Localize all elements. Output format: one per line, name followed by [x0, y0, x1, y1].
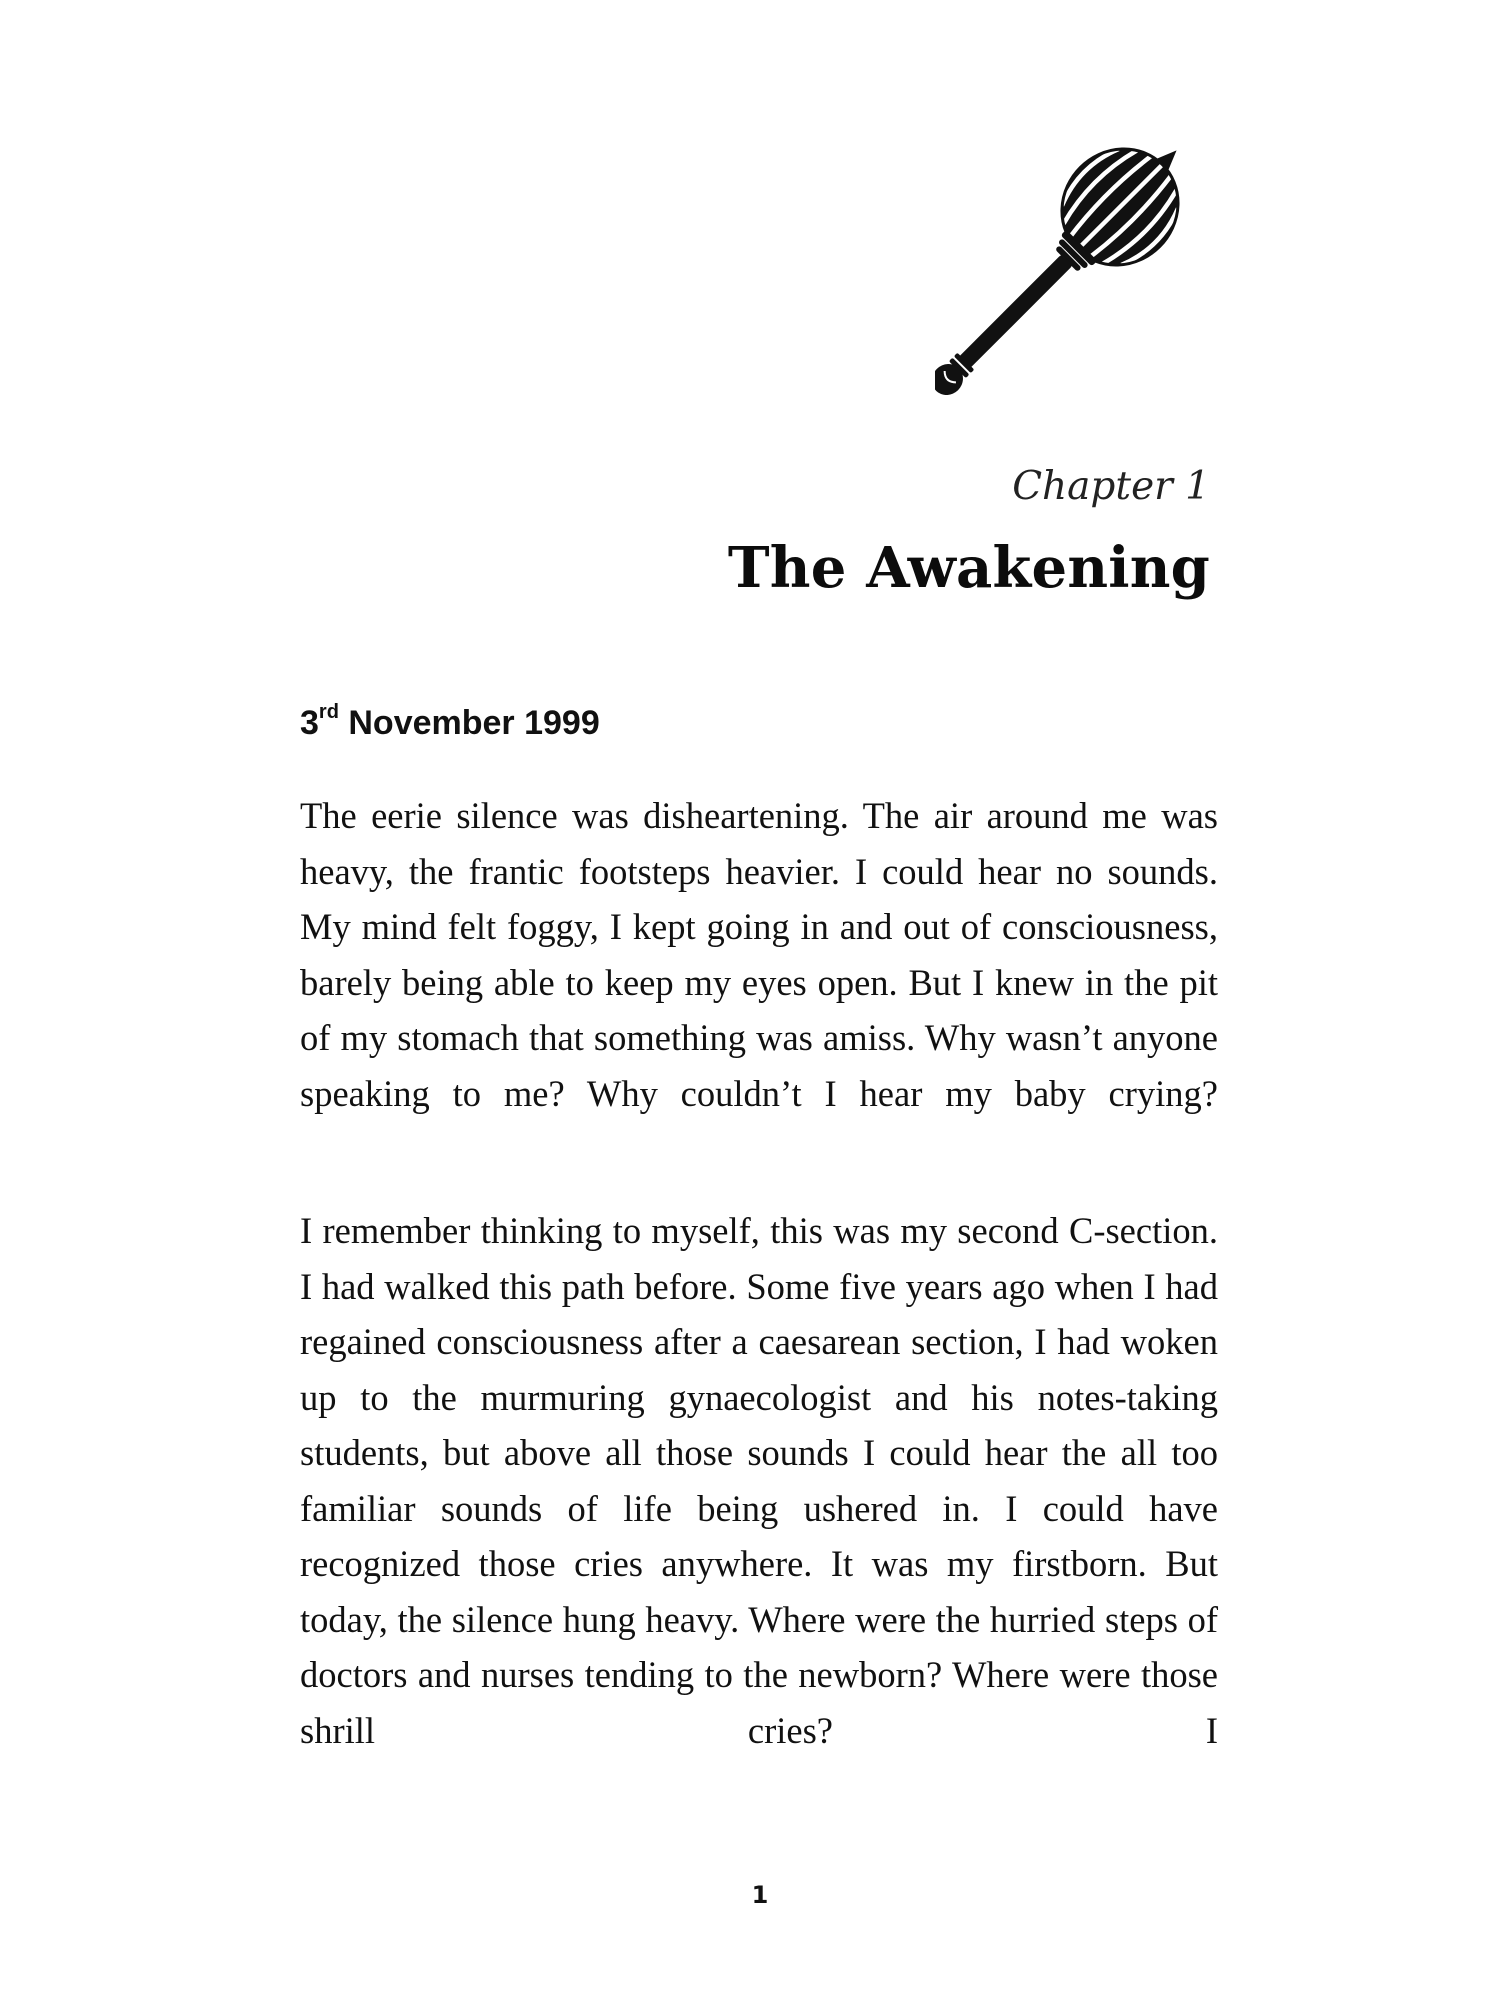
chapter-title: The Awakening — [727, 535, 1210, 601]
date-day: 3 — [300, 704, 319, 742]
body-paragraph: The eerie silence was disheartening. The air around me was heavy, the frantic footsteps heavier. I could hear no sounds. My mind felt foggy, I kept going in and out of consciousness, barely being able to keep my eyes open. But I knew in the pit of my stomach that something was amiss. Why wasn’t anyone speaking to me? Why couldn’t I hear my baby crying? — [300, 795, 1218, 1114]
paragraph-1-block — [300, 788, 1218, 1121]
date-rest: November 1999 — [338, 704, 600, 742]
chapter-label: Chapter 1 — [1012, 464, 1210, 509]
page-number: 1 — [751, 1881, 769, 1909]
body-paragraph: I remember thinking to myself, this was my second C-section. I had walked this path before. Some five years ago when I had regained consciousness after a caesarean section, I had woken up to the murmuring gynaecologist and his notes-taking students, but above all those sounds I could hear the all too familiar sounds of life being ushered in. I could have recognized those cries anywhere. It was my firstborn. But today, the silence hung heavy. Where were the hurried steps of doctors and nurses tending to the newborn? Where were those shrill cries? I — [300, 1210, 1218, 1751]
paragraph-2-block — [300, 1203, 1218, 1758]
date-suffix: rd — [318, 700, 339, 723]
entry-date — [300, 700, 600, 746]
mace-icon — [935, 105, 1225, 395]
